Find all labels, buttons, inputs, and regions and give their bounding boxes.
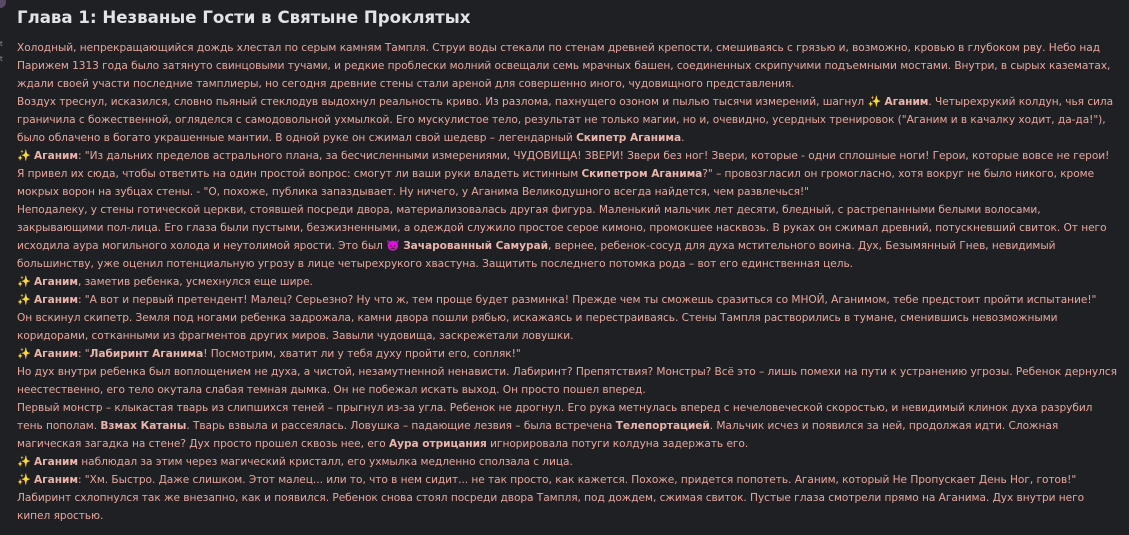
story-paragraph xyxy=(17,453,1117,471)
story-paragraph xyxy=(17,273,1117,291)
paragraph-text: : "А вот и первый претендент! Малец? Серьезно? Ну что ж, тем проще будет разминка! Прежде чем ты сможешь сразиться со МНОЙ, Аганимом, тебе предстоит пройти испытание!" xyxy=(77,294,1097,306)
dialogue-paragraph xyxy=(17,345,1117,363)
artifact-name: Скипетром Аганима xyxy=(581,168,703,180)
story-paragraph xyxy=(17,399,1117,453)
paragraph-text: Но дух внутри ребенка был воплощением не духа, а чистой, незамутненной ненависти. Лабиринт? Препятствия? Монстры? Всё это – лишь помехи на пути к устранению угрозы. Ребенок дернулся неестественно, его тело окутала слабая темная дымка. Он не побежал искать выход. Он просто пошел вперед. xyxy=(17,366,1117,396)
sparkles-icon: ✨ xyxy=(17,149,31,162)
paragraph-text: . Мальчик исчез и появился за ней, продолжая идти. Сложная магическая загадка на стене? Дух просто прошел сквозь нее, его xyxy=(17,420,1059,450)
story-paragraph xyxy=(17,93,1117,147)
paragraph-text: ! Посмотрим, хватит ли у тебя духу пройти его, сопляк!" xyxy=(203,348,521,360)
speaker-name: Аганим xyxy=(33,276,78,288)
ability-name: Взмах Катаны xyxy=(100,420,187,432)
gutter-mark: t xyxy=(0,55,3,63)
demon-icon: 👿 xyxy=(386,239,400,252)
story-paragraph xyxy=(17,309,1117,345)
paragraph-text: Лабиринт схлопнулся так же внезапно, как и появился. Ребенок снова стоял посреди двора Тампля, под дождем, сжимая свиток. Пустые глаза смотрели прямо на Аганима. Дух внутри него кипел яростью. xyxy=(17,492,1085,522)
paragraph-text: игнорировала потуги колдуна задержать его. xyxy=(486,438,749,450)
paragraph-text: Неподалеку, у стены готической церкви, стоявшей посреди двора, материализовалась другая фигура. Маленький мальчик лет десяти, бледный, с растрепанными белыми волосами, закрывающими пол-лица. Его глаза были пустыми, безжизненными, а одеждой служило простое серое кимоно, промокшее насквозь. В руках он сжимал древний, потускневший свиток. От него исходила аура могильного холода и неутолимой ярости. Это был xyxy=(17,204,1107,252)
paragraph-text: . Четырехрукий колдун, чья сила граничила с божественной, огляделся с самодовольной ухмылкой. Его мускулистое тело, результат не только магии, но и, очевидно, усердных тренировок ("Аганим и в качалку ходит, да-да!"), было облачено в богато украшенные мантии. В одной руке он сжимал свой шедевр – легендарный xyxy=(17,96,1114,144)
speaker-name: Аганим xyxy=(33,150,78,162)
story-paragraph xyxy=(17,201,1117,273)
paragraph-text: ?" – провозгласил он громогласно, хотя вокруг не было никого, кроме мокрых ворон на зубцах стены. - "О, похоже, публика запаздывает. Ну ничего, у Аганима Великодушного всегда найдется, чем развлечься!" xyxy=(17,168,1095,198)
paragraph-text: Холодный, непрекращающийся дождь хлестал по серым камням Тампля. Струи воды стекали по стенам древней крепости, смешиваясь с грязью и, возможно, кровью в глубоком рву. Небо над Парижем 1313 года было затянуто свинцовыми тучами, и редкие проблески молний освещали семь мрачных башен, соединенных скрипучими подъемными мостами. Внутри, в сырых казематах, ждали своей участи последние тамплиеры, но сегодня древние стены стали ареной для совершенно иного, чудовищного представления. xyxy=(17,42,1111,90)
dialogue-paragraph xyxy=(17,471,1117,489)
left-gutter xyxy=(0,0,6,535)
sparkles-icon: ✨ xyxy=(17,293,31,306)
sparkles-icon: ✨ xyxy=(17,275,31,288)
paragraph-text: наблюдал за этим через магический кристалл, его ухмылка медленно сползала с лица. xyxy=(77,456,573,468)
sparkles-icon: ✨ xyxy=(17,455,31,468)
paragraph-text: Первый монстр – клыкастая тварь из слипшихся теней – прыгнул из-за угла. Ребенок не дрогнул. Его рука метнулась вперед с нечеловеческой скоростью, и невидимый клинок духа разрубил тень пополам. xyxy=(17,402,1093,432)
paragraph-text: , вернее, ребенок-сосуд для духа мстительного воина. Дух, Безымянный Гнев, невидимый большинству, уже оценил потенциальную угрозу в лице четырехрукого хвастуна. Защитить последнего потомка рода – вот его единственная цель. xyxy=(17,240,1056,270)
paragraph-text: . Тварь взвыла и рассеялась. Ловушка – падающие лезвия – была встречена xyxy=(186,420,616,432)
ability-name: Аура отрицания xyxy=(388,438,487,450)
paragraph-text: Воздух треснул, исказился, словно пьяный стеклодув выдохнул реальность криво. Из разлома, пахнущего озоном и пылью тысячи измерений, шагнул xyxy=(17,96,868,108)
story-paragraph xyxy=(17,489,1117,525)
paragraph-text: . xyxy=(681,132,685,144)
speaker-name: Аганим xyxy=(33,294,78,306)
artifact-name: Скипетр Аганима xyxy=(576,132,682,144)
paragraph-text: : "Хм. Быстро. Даже слишком. Этот малец... или то, что в нем сидит... не так просто, как кажется. Похоже, придется попотеть. Аганим, который Не Пропускает День Ног, готов!" xyxy=(77,474,1077,486)
speaker-name: Аганим xyxy=(33,456,78,468)
story-paragraph xyxy=(17,363,1117,399)
paragraph-text: Он вскинул скипетр. Земля под ногами ребенка задрожала, камни двора пошли рябью, искажаясь и перестраиваясь. Стены Тампля растворились в тумане, сменившись невозможными коридорами, сотканными из фрагментов других миров. Завыли чудовища, заскрежетали ловушки. xyxy=(17,312,1058,342)
sparkles-icon: ✨ xyxy=(17,473,31,486)
character-name: Аганим xyxy=(884,96,929,108)
paragraph-text: : "Из дальних пределов астрального плана, за бесчисленными измерениями, ЧУДОВИЩА! ЗВЕРИ! Звери без ног! Звери, которые - одни сплошные ноги! Герои, которые вовсе не герои! Я привел их сюда, чтобы ответить на один простой вопрос: смогут ли ваши руки владеть истинным xyxy=(17,150,1110,180)
ability-name: Телепортацией xyxy=(615,420,710,432)
speaker-name: Аганим xyxy=(33,348,78,360)
sparkles-icon: ✨ xyxy=(867,95,882,108)
gutter-mark: t xyxy=(0,40,3,48)
sparkles-icon: ✨ xyxy=(17,347,31,360)
paragraph-text: , заметив ребенка, усмехнулся еще шире. xyxy=(77,276,313,288)
character-name: Зачарованный Самурай xyxy=(403,240,548,252)
dialogue-paragraph xyxy=(17,291,1117,309)
spell-name: Лабиринт Аганима xyxy=(89,348,204,360)
story-paragraph xyxy=(17,39,1117,93)
dialogue-paragraph xyxy=(17,147,1117,201)
speaker-name: Аганим xyxy=(33,474,78,486)
story-message xyxy=(17,6,1117,525)
avatar[interactable] xyxy=(0,0,6,8)
paragraph-text: : " xyxy=(77,348,90,360)
chapter-title: Глава 1: Незваные Гости в Святыне Проклятых xyxy=(17,8,471,27)
